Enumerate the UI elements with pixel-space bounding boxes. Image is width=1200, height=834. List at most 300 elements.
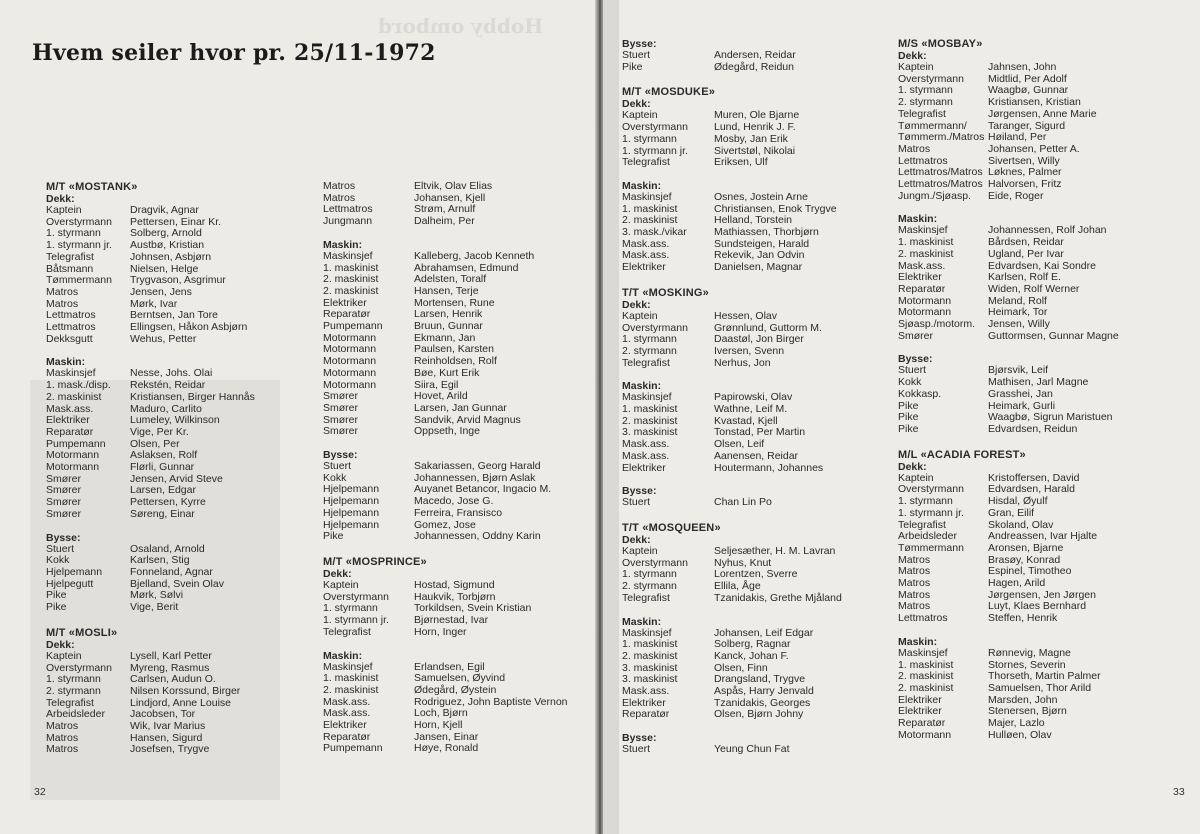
crew-name: Pettersen, Einar Kr. — [130, 215, 222, 228]
crew-name: Rekevik, Jan Odvin — [714, 249, 805, 262]
ship-section — [622, 522, 892, 756]
crew-row — [898, 191, 1188, 203]
crew-role: Pumpemann — [323, 320, 383, 333]
crew-role: Motormann — [323, 355, 377, 368]
right-column-2 — [898, 38, 1188, 741]
crew-name: Sivertstøl, Nikolai — [714, 144, 796, 157]
crew-row — [622, 192, 892, 204]
crew-row — [622, 157, 892, 169]
crew-role: 3. maskinist — [622, 673, 678, 686]
crew-name: Larsen, Henrik — [414, 308, 483, 321]
crew-name: Seljesæther, H. M. Lavran — [714, 544, 836, 557]
crew-role: Motormann — [323, 366, 377, 379]
crew-role: Smører — [46, 496, 81, 509]
crew-role: Maskinsjef — [898, 224, 948, 237]
crew-row — [323, 251, 595, 263]
department-heading: Bysse: — [622, 38, 657, 50]
department-group — [898, 636, 1188, 742]
department-group — [622, 616, 892, 722]
department-heading: Bysse: — [622, 732, 657, 745]
crew-name: Lorentzen, Sverre — [714, 568, 798, 581]
crew-name: Ellingsen, Håkon Asbjørn — [130, 321, 248, 334]
crew-name: Drangsland, Trygve — [714, 673, 806, 686]
crew-role: Kokk — [46, 554, 70, 567]
crew-row — [323, 627, 595, 639]
crew-name: Ekmann, Jan — [414, 331, 476, 344]
crew-row — [622, 227, 892, 239]
crew-name: Widen, Rolf Werner — [988, 282, 1080, 295]
crew-row — [46, 567, 316, 579]
crew-name: Maduro, Carlito — [130, 402, 202, 415]
crew-name: Flørli, Gunnar — [130, 461, 195, 474]
crew-role: Maskinsjef — [323, 660, 373, 673]
crew-name: Mosby, Jan Erik — [714, 132, 788, 145]
crew-role: 1. styrmann — [622, 132, 677, 145]
crew-name: Christiansen, Enok Trygve — [714, 202, 837, 215]
crew-role: Pike — [898, 399, 919, 412]
crew-name: Adelsten, Toralf — [414, 273, 487, 286]
department-group — [46, 532, 316, 614]
crew-name: Olsen, Leif — [714, 438, 765, 451]
crew-role: Arbeidsleder — [898, 530, 957, 543]
crew-role: Telegrafist — [622, 156, 670, 169]
ship-name: M/T «MOSPRINCE» — [323, 555, 427, 568]
crew-name: Tzanidakis, Grethe Mjåland — [714, 591, 842, 604]
crew-role: Motormann — [46, 461, 100, 474]
crew-role: 2. maskinist — [323, 284, 379, 297]
crew-role: Hjelpemann — [323, 495, 380, 508]
crew-role: Pike — [46, 589, 67, 602]
crew-name: Rekstén, Reidar — [130, 379, 206, 392]
crew-role: 1. styrmann — [323, 602, 378, 615]
crew-role: Matros — [46, 285, 79, 298]
crew-name: Høiland, Per — [988, 131, 1047, 144]
crew-name: Bjørsvik, Leif — [988, 364, 1049, 377]
crew-name: Mortensen, Rune — [414, 296, 495, 309]
crew-row — [898, 424, 1188, 436]
crew-name: Fonneland, Agnar — [130, 565, 213, 578]
crew-role: Maskinsjef — [46, 367, 96, 380]
crew-role: Matros — [898, 588, 931, 601]
department-heading: Dekk: — [622, 533, 651, 546]
crew-name: Søreng, Einar — [130, 507, 195, 520]
crew-name: Eide, Roger — [988, 189, 1044, 202]
crew-name: Wik, Ivar Marius — [130, 720, 206, 733]
crew-name: Johansen, Kjell — [414, 191, 486, 204]
crew-row — [323, 720, 595, 732]
crew-row — [898, 508, 1188, 520]
crew-name: Grønnlund, Guttorm M. — [714, 321, 822, 334]
crew-name: Bjørnestad, Ivar — [414, 614, 489, 627]
crew-name: Danielsen, Magnar — [714, 261, 803, 274]
crew-name: Edvardsen, Reidun — [988, 422, 1078, 435]
crew-role: Hjelpemann — [46, 565, 103, 578]
crew-role: Motormann — [898, 294, 952, 307]
crew-role: Matros — [46, 720, 79, 733]
crew-name: Hulløen, Olav — [988, 728, 1052, 741]
crew-role: Maskinsjef — [622, 190, 672, 203]
crew-role: Matros — [46, 743, 79, 756]
crew-role: Båtsmann — [46, 262, 94, 275]
crew-name: Josefsen, Trygve — [130, 743, 210, 756]
crew-row — [622, 497, 892, 509]
crew-role: Elektriker — [323, 296, 367, 309]
crew-name: Auyanet Betancor, Ingacio M. — [414, 483, 552, 496]
crew-role: 2. maskinist — [622, 414, 678, 427]
department-group — [323, 181, 595, 228]
crew-name: Sivertsen, Willy — [988, 154, 1060, 167]
crew-name: Johannessen, Bjørn Aslak — [414, 471, 536, 484]
crew-role: Mask.ass. — [622, 438, 670, 451]
crew-name: Siira, Egil — [414, 378, 459, 391]
crew-name: Berntsen, Jan Tore — [130, 309, 218, 322]
ship-name: M/T «MOSLI» — [46, 626, 118, 639]
crew-name: Osnes, Jostein Arne — [714, 190, 808, 203]
crew-role: 1. styrmann — [898, 84, 953, 97]
crew-role: Matros — [898, 600, 931, 613]
crew-role: Telegrafist — [323, 625, 371, 638]
crew-name: Waagbø, Gunnar — [988, 84, 1069, 97]
crew-name: Houtermann, Johannes — [714, 461, 824, 474]
crew-name: Jensen, Jens — [130, 285, 192, 298]
crew-role: Dekksgutt — [46, 332, 93, 345]
crew-role: Kaptein — [898, 471, 934, 484]
crew-role: Maskinsjef — [898, 646, 948, 659]
crew-name: Hessen, Olav — [714, 309, 778, 322]
crew-role: 2. styrmann — [898, 96, 953, 109]
crew-name: Pettersen, Kyrre — [130, 496, 206, 509]
crew-role: Smører — [46, 472, 81, 485]
crew-row — [898, 730, 1188, 742]
crew-row — [622, 62, 892, 74]
ship-section — [622, 287, 892, 509]
crew-role: 3. maskinist — [622, 426, 678, 439]
crew-role: Motormann — [46, 449, 100, 462]
crew-role: Telegrafist — [622, 591, 670, 604]
crew-role: 1. styrmann jr. — [622, 144, 688, 157]
crew-name: Hostad, Sigmund — [414, 578, 495, 591]
crew-row — [622, 404, 892, 416]
ship-name: M/L «ACADIA FOREST» — [898, 448, 1026, 461]
crew-name: Aronsen, Bjarne — [988, 541, 1064, 554]
crew-role: Kaptein — [323, 578, 359, 591]
crew-name: Torkildsen, Svein Kristian — [414, 602, 532, 615]
crew-name: Jensen, Willy — [988, 318, 1050, 331]
crew-role: Smører — [323, 401, 358, 414]
crew-row — [622, 709, 892, 721]
crew-name: Johannessen, Oddny Karin — [414, 530, 541, 543]
ship-section — [622, 86, 892, 273]
crew-name: Grasshei, Jan — [988, 387, 1053, 400]
crew-role: Reparatør — [323, 308, 371, 321]
ship-name: M/T «MOSDUKE» — [622, 86, 716, 99]
crew-role: Maskinsjef — [622, 391, 672, 404]
crew-row — [46, 334, 316, 346]
crew-role: Smører — [898, 329, 933, 342]
crew-row — [46, 744, 316, 756]
crew-role: 2. maskinist — [46, 390, 102, 403]
crew-role: Kaptein — [898, 61, 934, 73]
crew-row — [323, 580, 595, 592]
crew-role: 2. styrmann — [46, 684, 101, 697]
crew-role: 2. maskinist — [323, 273, 379, 286]
crew-name: Bårdsen, Reidar — [988, 236, 1064, 249]
crew-name: Wathne, Leif M. — [714, 403, 788, 416]
crew-role: Stuert — [622, 496, 651, 509]
crew-name: Gran, Eilif — [988, 506, 1035, 519]
ship-section — [622, 38, 892, 73]
ship-name: M/S «MOSBAY» — [898, 38, 983, 50]
crew-name: Jacobsen, Tor — [130, 708, 196, 721]
crew-name: Gomez, Jose — [414, 518, 476, 531]
crew-role: Pike — [898, 411, 919, 424]
crew-name: Heimark, Gurli — [988, 399, 1056, 412]
crew-role: Lettmatros — [323, 203, 373, 216]
crew-name: Steffen, Henrik — [988, 612, 1058, 625]
crew-role: 1. maskinist — [323, 261, 379, 274]
crew-role: Hjelpegutt — [46, 577, 94, 590]
crew-name: Majer, Lazlo — [988, 717, 1045, 730]
crew-name: Iversen, Svenn — [714, 344, 785, 357]
crew-row — [46, 427, 316, 439]
right-column-1 — [622, 38, 892, 756]
crew-role: Motormann — [898, 728, 952, 741]
crew-role: Overstyrmann — [622, 321, 688, 334]
department-group — [46, 639, 316, 756]
crew-role: 2. maskinist — [898, 247, 954, 260]
crew-role: Overstyrmann — [622, 556, 688, 569]
crew-role: Kaptein — [622, 109, 658, 122]
crew-role: Reparatør — [898, 282, 946, 295]
crew-role: Motormann — [323, 378, 377, 391]
left-page — [0, 0, 597, 834]
crew-role: Reparatør — [622, 708, 670, 721]
crew-name: Andreassen, Ivar Hjalte — [988, 530, 1098, 543]
crew-row — [46, 252, 316, 264]
department-heading: Bysse: — [622, 485, 657, 498]
department-group — [323, 449, 595, 543]
crew-row — [323, 216, 595, 228]
crew-row — [898, 109, 1188, 121]
crew-role: Maskinsjef — [323, 249, 373, 262]
crew-role: 1. styrmann — [46, 227, 101, 240]
crew-name: Rodriguez, John Baptiste Vernon — [414, 695, 568, 708]
crew-role: Matros — [46, 731, 79, 744]
crew-role: Elektriker — [898, 271, 942, 284]
crew-name: Midtlid, Per Adolf — [988, 72, 1067, 85]
crew-name: Aspås, Harry Jenvald — [714, 685, 814, 698]
crew-role: Smører — [46, 507, 81, 520]
crew-name: Sandvik, Arvid Magnus — [414, 413, 521, 426]
crew-name: Edvardsen, Kai Sondre — [988, 259, 1096, 272]
crew-name: Johannessen, Rolf Johan — [988, 224, 1107, 237]
crew-role: 2. maskinist — [323, 683, 379, 696]
crew-role: Mask.ass. — [898, 259, 946, 272]
right-page — [603, 0, 1200, 834]
crew-name: Nyhus, Knut — [714, 556, 772, 569]
crew-role: Kokkasp. — [898, 387, 942, 400]
department-group — [622, 180, 892, 274]
crew-role: Lettmatros — [46, 309, 96, 322]
crew-role: Hjelpemann — [323, 483, 380, 496]
crew-role: Matros — [898, 142, 931, 155]
crew-role: Matros — [46, 297, 79, 310]
crew-name: Marsden, John — [988, 693, 1058, 706]
department-heading: Bysse: — [46, 531, 81, 544]
crew-row — [898, 319, 1188, 331]
department-heading: Dekk: — [898, 460, 927, 473]
crew-name: Chan Lin Po — [714, 496, 772, 509]
crew-role: Lettmatros — [898, 612, 948, 625]
crew-name: Haukvik, Torbjørn — [414, 590, 496, 603]
department-group — [622, 485, 892, 509]
crew-name: Mørk, Sølvi — [130, 589, 184, 602]
crew-role: 2. styrmann — [622, 344, 677, 357]
crew-role: 1. maskinist — [323, 672, 379, 685]
crew-role: Mask.ass. — [622, 249, 670, 262]
crew-name: Horn, Inger — [414, 625, 467, 638]
crew-row — [622, 744, 892, 756]
crew-role: 3. maskinist — [622, 661, 678, 674]
crew-name: Tzanidakis, Georges — [714, 696, 811, 709]
crew-role: 1. mask./disp. — [46, 379, 111, 392]
crew-role: Elektriker — [323, 719, 367, 732]
crew-role: Stuert — [46, 542, 75, 555]
crew-name: Heimark, Tor — [988, 306, 1048, 319]
crew-role: Stuert — [323, 460, 352, 473]
crew-role: 1. styrmann — [622, 568, 677, 581]
crew-row — [622, 50, 892, 62]
department-heading: Dekk: — [622, 298, 651, 311]
crew-name: Jansen, Einar — [414, 730, 479, 743]
crew-name: Solberg, Ragnar — [714, 638, 791, 651]
crew-row — [898, 578, 1188, 590]
crew-role: Elektriker — [898, 693, 942, 706]
crew-role: 1. styrmann jr. — [46, 239, 112, 252]
crew-name: Larsen, Edgar — [130, 484, 196, 497]
crew-name: Loch, Bjørn — [414, 707, 468, 720]
crew-name: Papirowski, Olav — [714, 391, 793, 404]
crew-name: Thorseth, Martin Palmer — [988, 670, 1101, 683]
crew-role: Kaptein — [622, 309, 658, 322]
crew-name: Waagbø, Sigrun Maristuen — [988, 411, 1113, 424]
department-heading: Bysse: — [898, 353, 933, 366]
crew-role: Pike — [622, 60, 643, 73]
crew-row — [898, 249, 1188, 261]
crew-name: Stornes, Severin — [988, 658, 1066, 671]
crew-row — [323, 531, 595, 543]
crew-row — [46, 462, 316, 474]
crew-role: Tømmermann/ — [898, 119, 967, 132]
crew-name: Samuelsen, Thor Arild — [988, 681, 1092, 694]
crew-name: Bjelland, Svein Olav — [130, 577, 224, 590]
crew-row — [898, 683, 1188, 695]
crew-name: Trygvason, Asgrimur — [130, 274, 226, 287]
crew-name: Jørgensen, Jen Jørgen — [988, 588, 1096, 601]
crew-role: Overstyrmann — [46, 215, 112, 228]
crew-name: Yeung Chun Fat — [714, 743, 790, 756]
department-group — [622, 380, 892, 474]
crew-role: Mask.ass. — [46, 402, 94, 415]
show-through-heading: Hobby ombord — [378, 14, 544, 38]
crew-row — [622, 546, 892, 558]
crew-name: Lindjord, Anne Louise — [130, 696, 231, 709]
crew-name: Kristoffersen, David — [988, 471, 1080, 484]
crew-role: Telegrafist — [622, 356, 670, 369]
department-group — [898, 213, 1188, 342]
crew-name: Lund, Henrik J. F. — [714, 121, 796, 134]
ship-section — [898, 38, 1188, 436]
department-group — [898, 353, 1188, 435]
crew-role: Tømmermann — [898, 541, 964, 554]
crew-name: Samuelsen, Øyvind — [414, 672, 506, 685]
crew-role: Jungm./Sjøasp. — [898, 189, 971, 202]
crew-name: Lumeley, Wilkinson — [130, 414, 220, 427]
crew-role: Stuert — [622, 49, 651, 61]
crew-role: Stuert — [898, 364, 927, 377]
crew-role: Lettmatros/Matros — [898, 166, 983, 179]
crew-name: Dragvik, Agnar — [130, 204, 199, 216]
crew-role: 2. maskinist — [622, 649, 678, 662]
ship-section — [46, 627, 316, 756]
crew-name: Stenersen, Bjørn — [988, 705, 1067, 718]
crew-role: Telegrafist — [898, 518, 946, 531]
crew-name: Jensen, Arvid Steve — [130, 472, 223, 485]
crew-row — [46, 686, 316, 698]
crew-name: Halvorsen, Fritz — [988, 178, 1062, 191]
crew-name: Ødegård, Reidun — [714, 60, 794, 73]
crew-name: Ellila, Åge — [714, 580, 761, 593]
crew-name: Reinholdsen, Rolf — [414, 355, 497, 368]
crew-role: Lettmatros/Matros — [898, 178, 983, 191]
crew-name: Edvardsen, Harald — [988, 483, 1075, 496]
crew-name: Muren, Ole Bjarne — [714, 109, 800, 122]
crew-role: Lettmatros — [898, 154, 948, 167]
crew-name: Rønnevig, Magne — [988, 646, 1071, 659]
crew-name: Horn, Kjell — [414, 719, 463, 732]
crew-role: Jungmann — [323, 215, 373, 228]
department-group — [898, 461, 1188, 625]
crew-name: Sundsteigen, Harald — [714, 237, 810, 250]
crew-row — [898, 62, 1188, 74]
crew-name: Hagen, Arild — [988, 577, 1046, 590]
crew-row — [323, 368, 595, 380]
crew-role: Overstyrmann — [898, 72, 964, 85]
crew-role: Kaptein — [46, 649, 82, 662]
ship-name: T/T «MOSQUEEN» — [622, 521, 721, 534]
crew-row — [898, 331, 1188, 343]
ship-name: T/T «MOSKING» — [622, 286, 709, 299]
crew-role: Smører — [323, 390, 358, 403]
crew-row — [323, 286, 595, 298]
crew-role: Matros — [898, 565, 931, 578]
crew-name: Wehus, Petter — [130, 332, 197, 345]
department-heading: Maskin: — [323, 649, 363, 662]
crew-row — [622, 346, 892, 358]
crew-name: Kalleberg, Jacob Kenneth — [414, 249, 535, 262]
crew-row — [46, 590, 316, 602]
department-heading: Bysse: — [323, 449, 358, 462]
crew-role: Kaptein — [46, 204, 82, 216]
crew-row — [323, 743, 595, 755]
page-number-left: 32 — [34, 786, 46, 798]
page-title: Hvem seiler hvor pr. 25/11-1972 — [32, 40, 436, 66]
crew-role: Mask.ass. — [323, 695, 371, 708]
department-heading: Dekk: — [46, 193, 75, 205]
crew-role: 3. mask./vikar — [622, 226, 687, 239]
crew-role: Tømmerm./Matros — [898, 131, 985, 144]
crew-name: Aanensen, Reidar — [714, 449, 799, 462]
